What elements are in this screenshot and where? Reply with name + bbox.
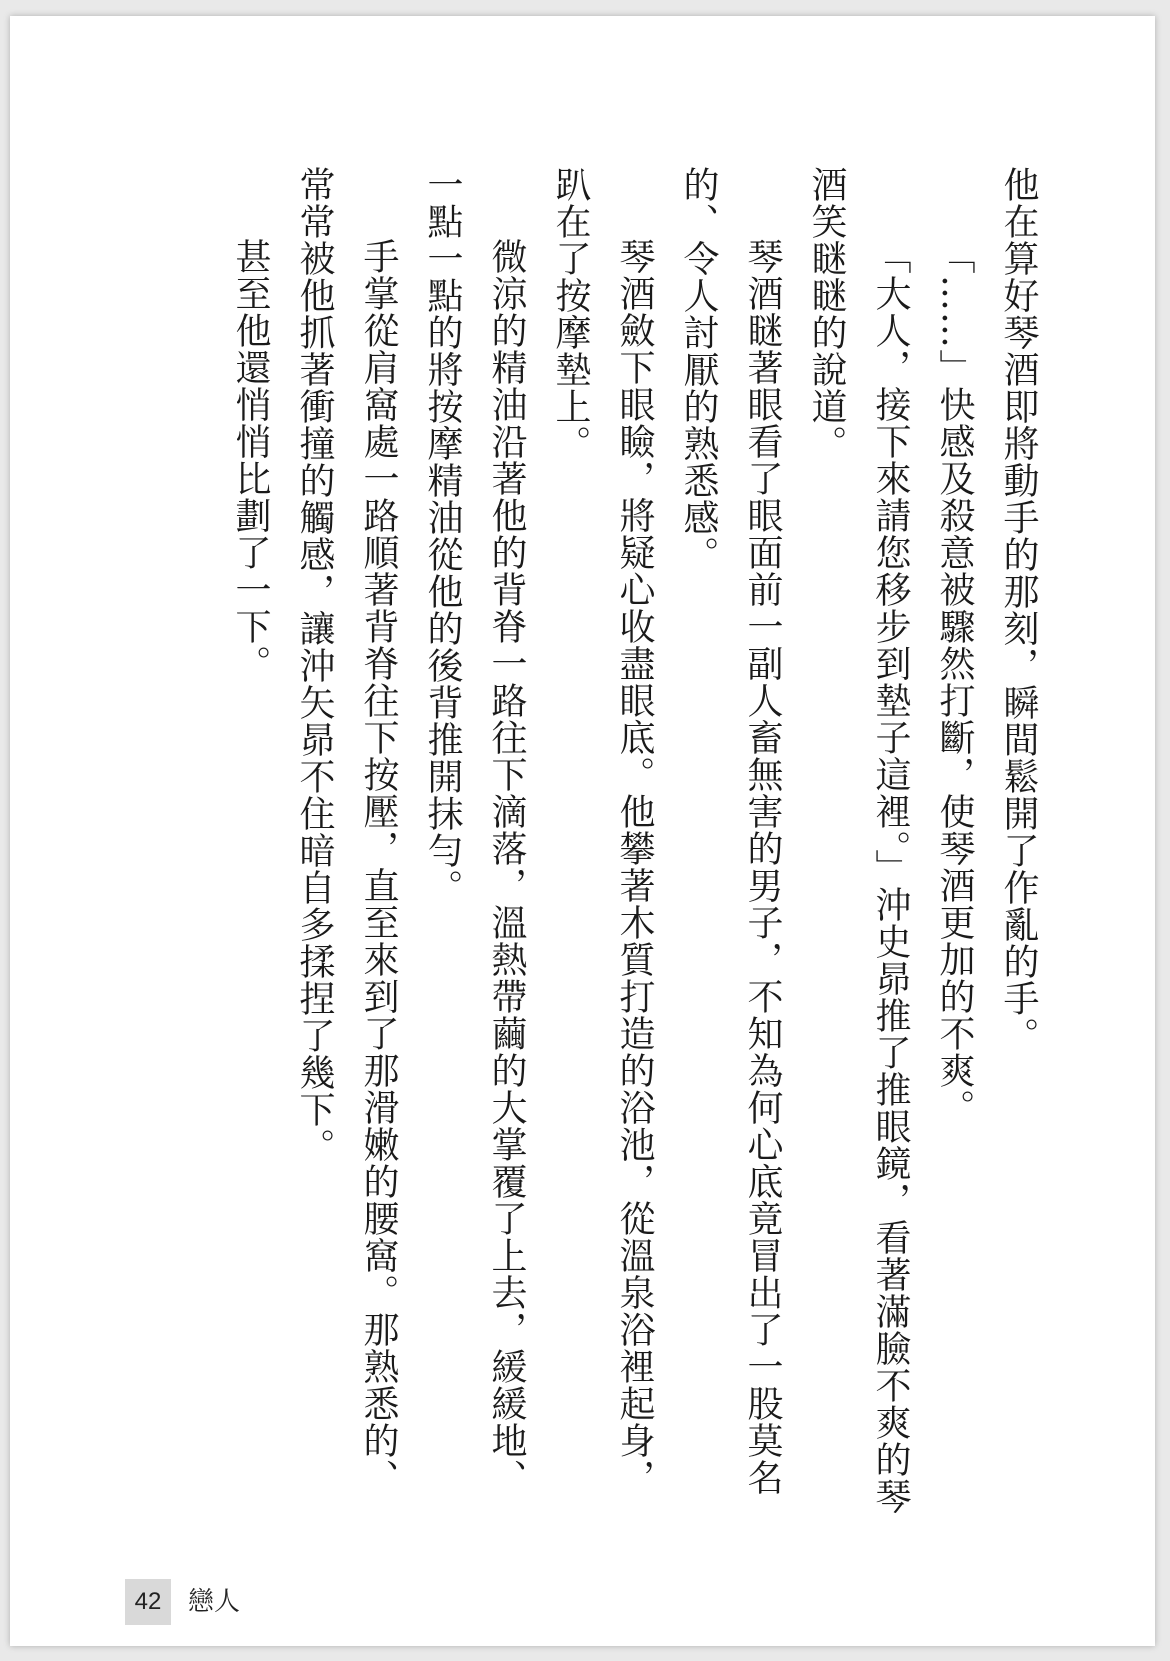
paragraph-3: 「大人，接下來請您移步到墊子這裡。」沖史昴推了推眼鏡，看著滿臉不爽的琴酒笑瞇瞇的說道。 [806, 166, 911, 1515]
page-number: 42 [125, 1579, 171, 1625]
paragraph-4: 琴酒瞇著眼看了眼面前一副人畜無害的男子，不知為何心底竟冒出了一股莫名的、令人討厭的熟悉感。 [678, 166, 783, 1496]
book-page [10, 16, 1155, 1646]
vertical-text-body [160, 166, 1050, 1516]
paragraph-6: 微涼的精油沿著他的背脊一路往下滴落，溫熱帶繭的大掌覆了上去，緩緩地、一點一點的將按摩精油從他的後背推開抹勻。 [422, 166, 527, 1496]
paragraph-5: 琴酒斂下眼瞼，將疑心收盡眼底。他攀著木質打造的浴池，從溫泉浴裡起身，趴在了按摩墊上。 [550, 166, 655, 1496]
book-title: 戀人 [188, 1587, 241, 1617]
paragraph-2: 「……」快感及殺意被驟然打斷，使琴酒更加的不爽。 [934, 238, 975, 1126]
paragraph-7: 手掌從肩窩處一路順著背脊往下按壓，直至來到了那滑嫩的腰窩。那熟悉的、常常被他抓著衝撞的觸感，讓沖矢昴不住暗自多揉捏了幾下。 [294, 166, 399, 1496]
paragraph-1: 他在算好琴酒即將動手的那刻，瞬間鬆開了作亂的手。 [998, 166, 1039, 1054]
paragraph-8: 甚至他還悄悄比劃了一下。 [230, 238, 271, 682]
